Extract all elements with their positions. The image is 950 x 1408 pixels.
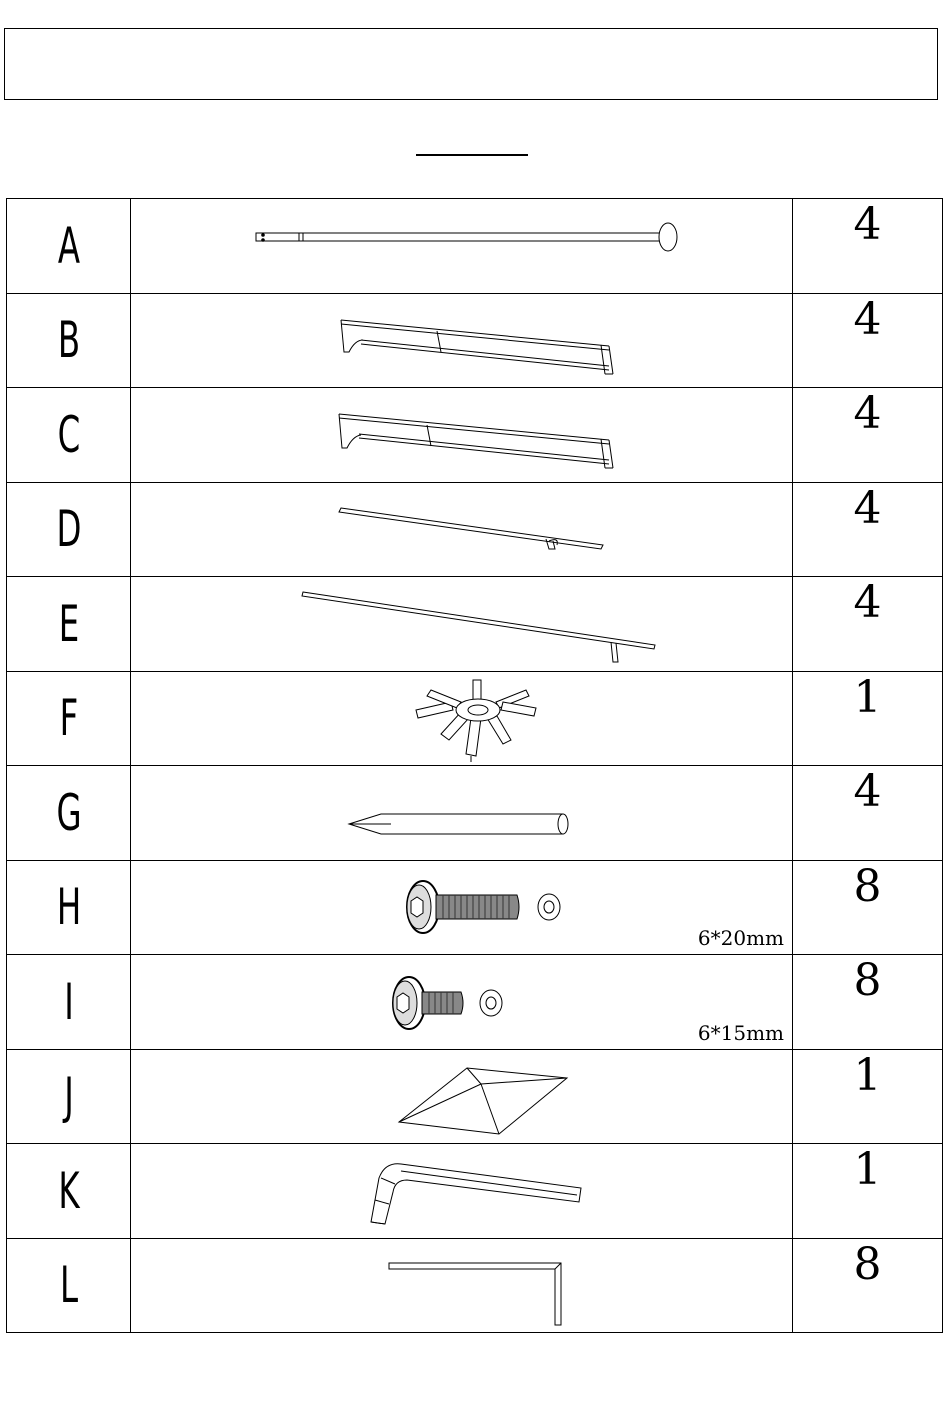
part-quantity: 4 [793,199,943,294]
hex-key-icon [131,1144,791,1238]
long-rod-icon [131,577,791,671]
table-row [7,388,943,483]
part-image [131,1049,793,1144]
part-letter: F [24,671,113,766]
rod-with-clamp-icon [131,483,791,577]
part-letter: J [24,1049,113,1144]
table-row [7,1049,943,1144]
part-image [131,482,793,577]
part-quantity: 4 [793,482,943,577]
table-row [7,293,943,388]
side-frame-icon [131,294,791,388]
part-image [131,955,793,1050]
table-row [7,577,943,672]
part-quantity: 8 [793,1238,943,1333]
part-quantity: 1 [793,1144,943,1239]
table-row [7,1238,943,1333]
part-image [131,388,793,483]
part-quantity: 4 [793,577,943,672]
parts-table [6,198,943,1333]
part-letter: E [24,577,113,672]
part-quantity: 8 [793,860,943,955]
part-quantity: 1 [793,671,943,766]
part-image [131,293,793,388]
part-letter: D [24,482,113,577]
title-box [4,28,938,100]
table-row [7,860,943,955]
ground-stake-icon [131,766,791,860]
bolt-washer-icon [131,861,791,955]
pole-icon [131,199,791,293]
part-letter: H [24,860,113,955]
part-quantity: 4 [793,388,943,483]
bolt-washer-icon [131,955,791,1049]
table-row [7,766,943,861]
size-note: 6*20mm [697,926,784,950]
part-quantity: 4 [793,293,943,388]
table-row [7,482,943,577]
pyramid-cap-icon [131,1050,791,1144]
side-frame-icon [131,388,791,482]
size-note: 6*15mm [697,1020,784,1045]
part-image [131,577,793,672]
part-image [131,1144,793,1239]
part-letter: K [24,1144,113,1239]
star-connector-icon [131,672,791,766]
part-image [131,671,793,766]
part-letter: G [24,766,113,861]
table-row [7,671,943,766]
part-image [131,1238,793,1333]
section-heading-underline [416,154,528,156]
table-row [7,1144,943,1239]
part-image [131,199,793,294]
part-quantity: 4 [793,766,943,861]
part-quantity: 8 [793,955,943,1050]
part-letter: B [24,293,113,388]
table-row [7,199,943,294]
part-letter: L [24,1238,113,1333]
l-bar-icon [131,1239,791,1333]
part-letter: A [24,199,113,294]
part-image [131,766,793,861]
part-image [131,860,793,955]
table-row [7,955,943,1050]
part-letter: I [24,955,113,1050]
part-quantity: 1 [793,1049,943,1144]
part-letter: C [24,388,113,483]
